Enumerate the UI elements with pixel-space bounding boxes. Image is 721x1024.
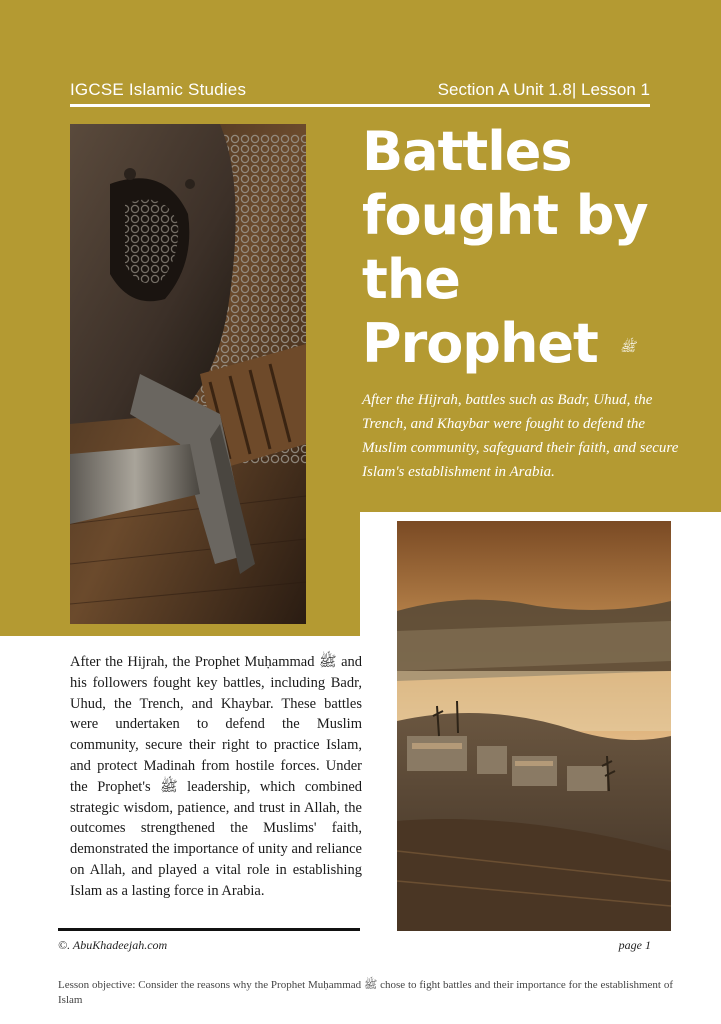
footer-divider bbox=[58, 928, 360, 931]
page-title bbox=[362, 120, 682, 376]
section-lesson-label: Section A Unit 1.8| Lesson 1 bbox=[437, 80, 650, 99]
armor-sword-photo bbox=[70, 124, 306, 624]
source-credit: ©. AbuKhadeejah.com bbox=[58, 938, 168, 952]
lesson-objective: Lesson objective: Consider the reasons why the Prophet Muḥammad ﷺ chose to fight battles and their importance for the establishment of Islam bbox=[58, 979, 673, 1006]
body-paragraph: After the Hijrah, the Prophet Muḥammad ﷺ and his followers fought key battles, including Badr, Uhud, the Trench, and Khaybar. These battles were undertaken to defend the Muslim community, secure their right to practice Islam, and protect Madinah from hostile forces. Under the Prophet's ﷺ leadership, which combined strategic wisdom, patience, and trust in Allah, the outcomes strengthened the Muslims' faith, demonstrated the importance of unity and reliance on Allah, and played a vital role in establishing Islam as a lasting force in Arabia. bbox=[70, 654, 363, 899]
course-title: IGCSE Islamic Studies bbox=[70, 80, 247, 99]
salawat-glyph: ﷺ bbox=[619, 339, 636, 355]
hillside-fortress-photo bbox=[397, 521, 671, 931]
title-line-1: Battles bbox=[362, 120, 572, 183]
intro-summary: After the Hijrah, battles such as Badr, Uhud, the Trench, and Khaybar were fought to defend the Muslim community, safeguard their faith, and secure Islam's establishment in Arabia. bbox=[362, 392, 679, 480]
title-line-4 bbox=[362, 312, 682, 376]
header-divider bbox=[70, 104, 650, 107]
title-line-3: the bbox=[362, 248, 460, 311]
title-prophet: Prophet bbox=[362, 312, 598, 375]
title-line-2: fought by bbox=[362, 184, 648, 247]
page-number: page 1 bbox=[618, 938, 651, 952]
